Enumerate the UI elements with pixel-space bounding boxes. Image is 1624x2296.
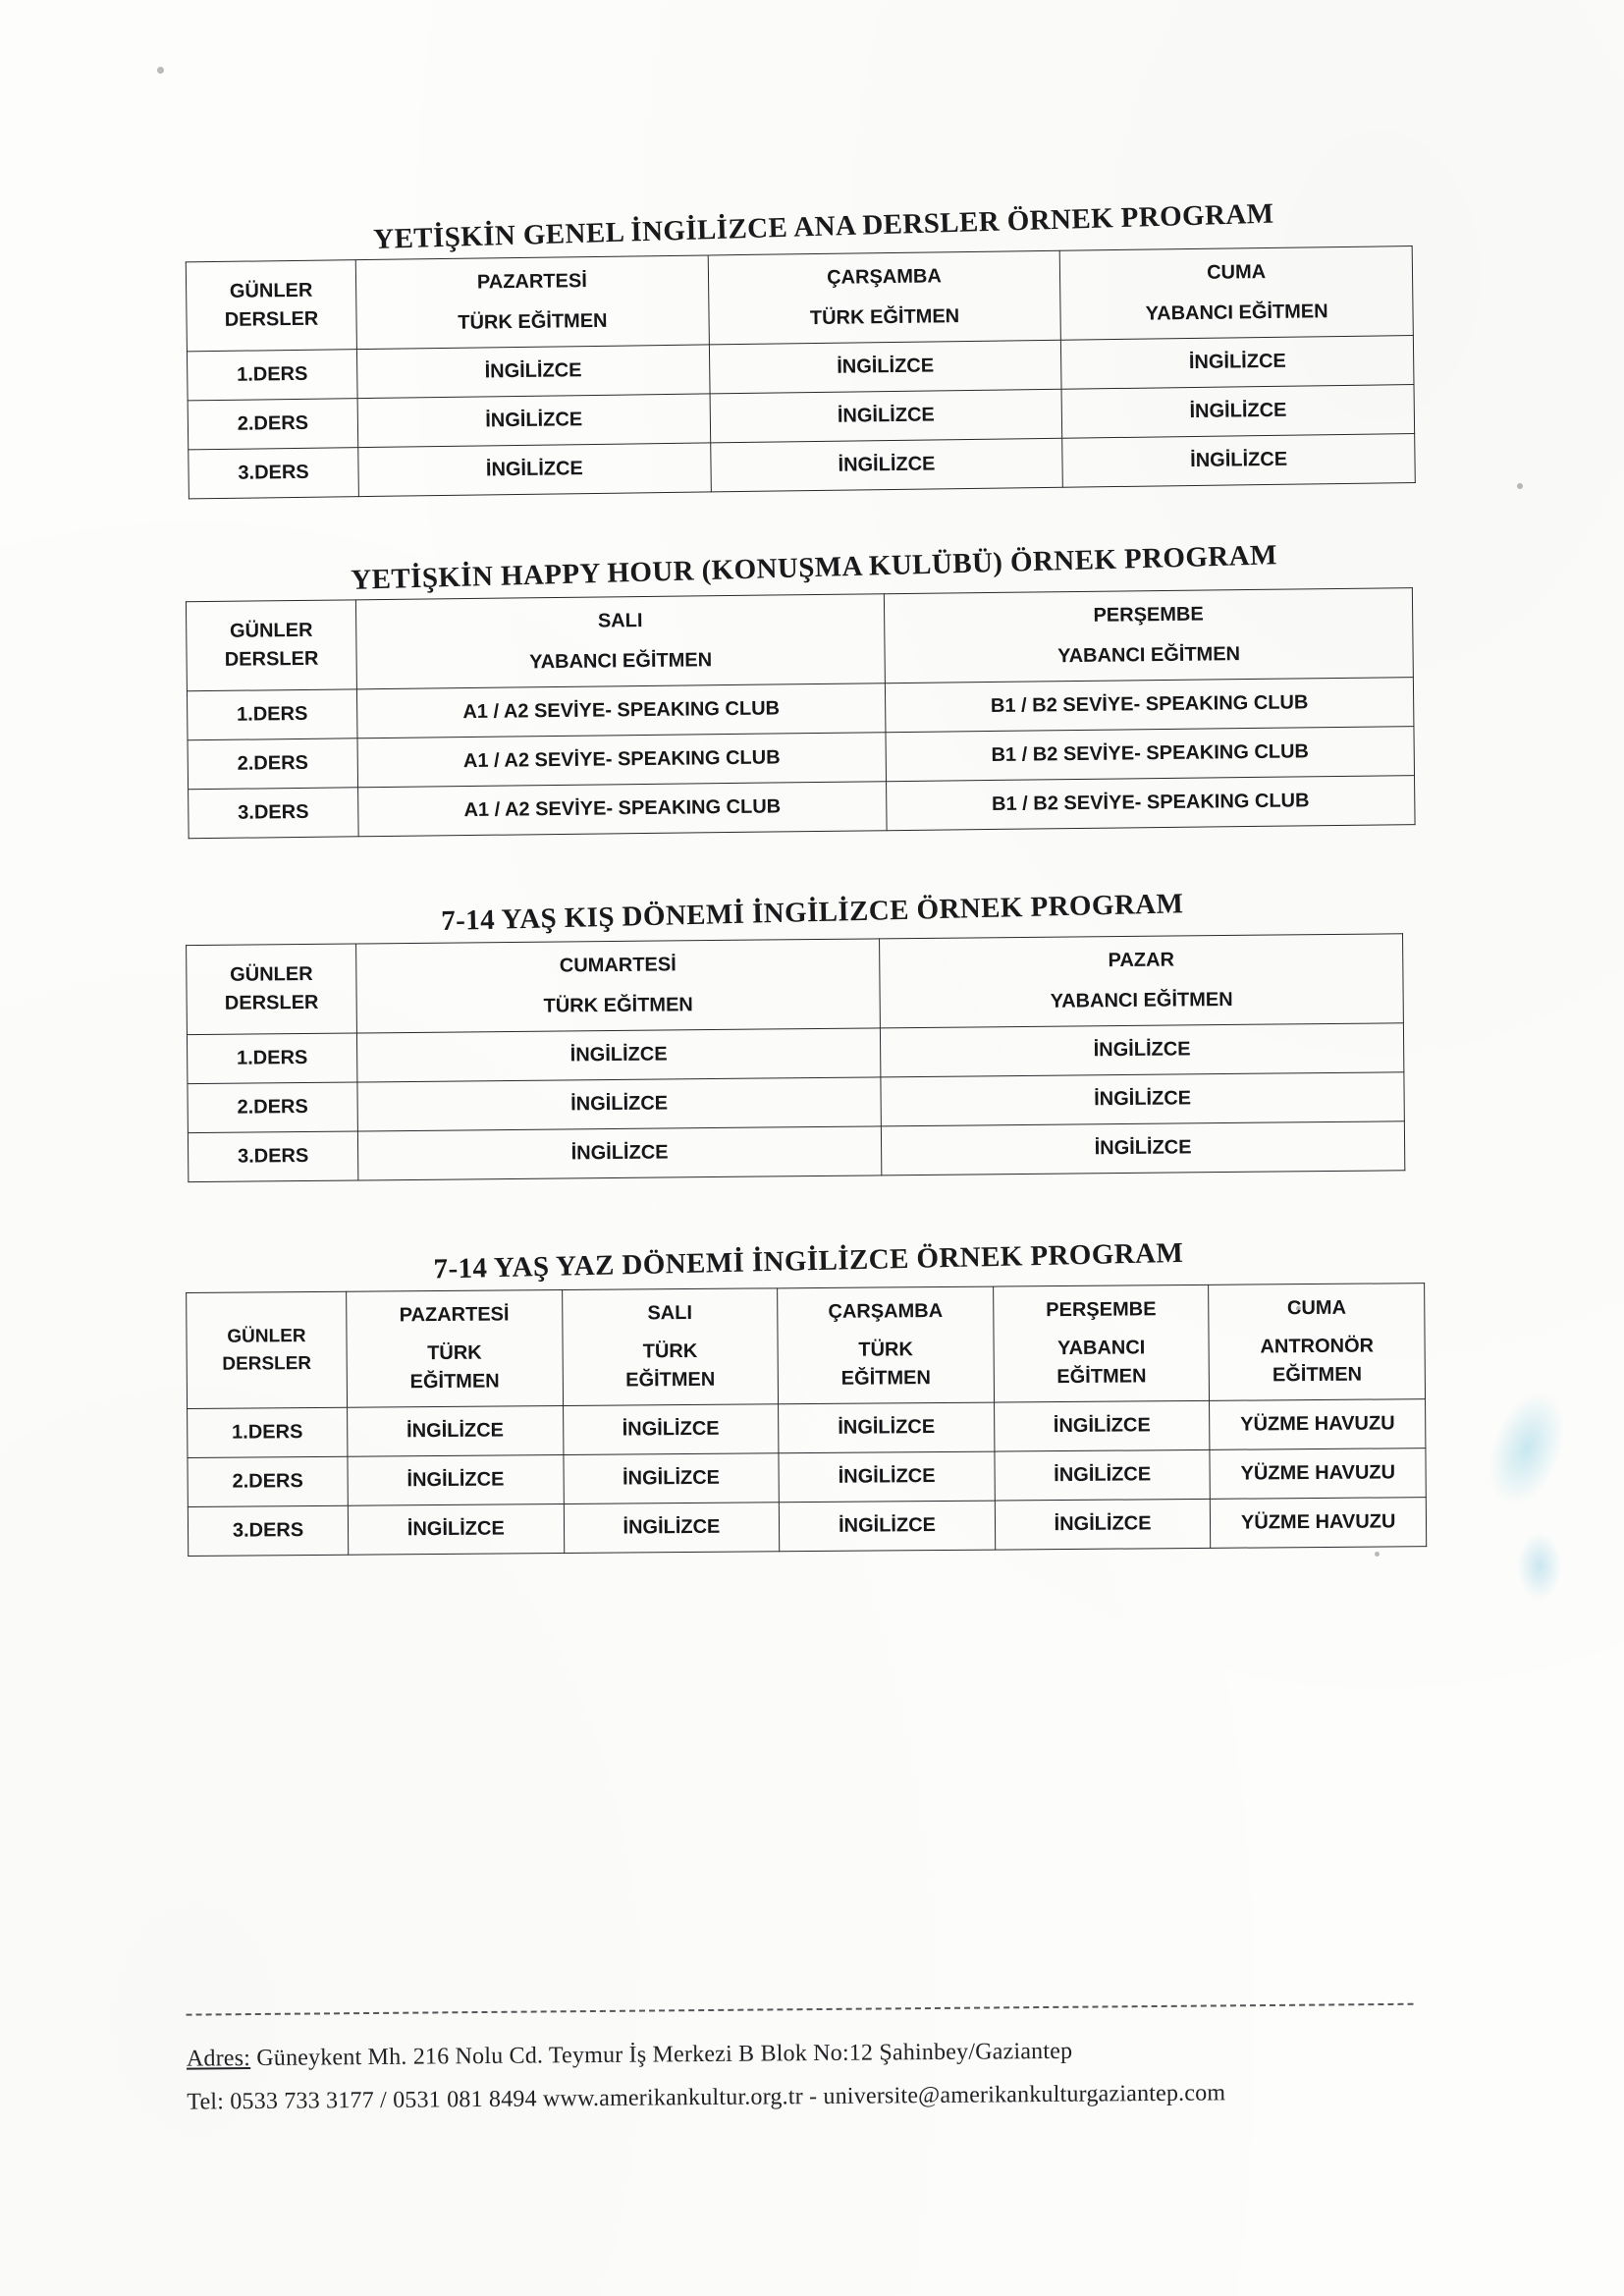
table-corner-cell: GÜNLER DERSLER: [187, 944, 357, 1035]
address-text: Güneykent Mh. 216 Nolu Cd. Teymur İş Merkezi B Blok No:12 Şahinbey/Gaziantep: [250, 2038, 1073, 2072]
table-cell: İNGİLİZCE: [1062, 434, 1415, 488]
day-header-cell: PERŞEMBE YABANCI EĞİTMEN: [993, 1285, 1210, 1402]
day-header-cell: ÇARŞAMBA TÜRK EĞİTMEN: [708, 250, 1061, 345]
table-cell: İNGİLİZCE: [348, 1406, 564, 1457]
table-cell: İNGİLİZCE: [710, 438, 1062, 492]
schedule-table: [186, 933, 1405, 1182]
lesson-label: 3.DERS: [188, 1131, 357, 1182]
table-cell: İNGİLİZCE: [995, 1449, 1211, 1501]
section-kids-winter: [186, 888, 1450, 1182]
lesson-label: 1.DERS: [188, 1407, 348, 1457]
table-cell: YÜZME HAVUZU: [1210, 1399, 1426, 1450]
schedule-table: [186, 587, 1416, 839]
lesson-label: 1.DERS: [187, 689, 357, 740]
section-adult-general-english: [185, 197, 1450, 500]
table-cell: İNGİLİZCE: [710, 389, 1062, 443]
lesson-label: 1.DERS: [187, 1033, 356, 1084]
table-cell: İNGİLİZCE: [356, 345, 709, 399]
table-corner-cell: GÜNLER DERSLER: [187, 1291, 348, 1408]
table-cell: İNGİLİZCE: [709, 340, 1061, 394]
schedule-sheet: [187, 197, 1448, 1607]
day-header-cell: SALI YABANCI EĞİTMEN: [355, 594, 885, 689]
day-header-cell: CUMA YABANCI EĞİTMEN: [1059, 246, 1413, 341]
table-cell: İNGİLİZCE: [357, 1126, 881, 1180]
table-cell: B1 / B2 SEVİYE- SPEAKING CLUB: [886, 727, 1415, 782]
footer-divider: [187, 2003, 1414, 2016]
day-header-cell: SALI TÜRK EĞİTMEN: [562, 1288, 779, 1406]
table-cell: B1 / B2 SEVİYE- SPEAKING CLUB: [885, 678, 1414, 733]
scan-speck-icon: [157, 67, 164, 74]
table-cell: İNGİLİZCE: [995, 1499, 1211, 1550]
ink-smudge-icon: [1475, 1382, 1580, 1516]
table-cell: İNGİLİZCE: [348, 1455, 564, 1506]
table-header-row: [187, 1284, 1426, 1409]
schedule-table: [186, 246, 1416, 499]
ink-smudge-secondary-icon: [1517, 1532, 1562, 1601]
table-cell: İNGİLİZCE: [1061, 336, 1414, 390]
table-cell: B1 / B2 SEVİYE- SPEAKING CLUB: [887, 776, 1416, 831]
address-label: Adres:: [186, 2046, 251, 2072]
lesson-label: 2.DERS: [188, 399, 358, 450]
page-title: YETİŞKİN GENEL İNGİLİZCE ANA DERSLER ÖRNEK PROGRAM: [372, 197, 1274, 255]
table-cell: İNGİLİZCE: [563, 1404, 779, 1455]
document-footer: [187, 2002, 1454, 2124]
day-header-cell: CUMA ANTRONÖR EĞİTMEN: [1209, 1284, 1426, 1401]
table-cell: A1 / A2 SEVİYE- SPEAKING CLUB: [358, 782, 888, 837]
lesson-label: 2.DERS: [188, 1082, 357, 1133]
table-cell: YÜZME HAVUZU: [1210, 1449, 1426, 1500]
scan-speck-icon: [1517, 483, 1523, 489]
table-cell: İNGİLİZCE: [348, 1504, 564, 1556]
table-cell: İNGİLİZCE: [564, 1453, 780, 1504]
table-header-row: [187, 934, 1404, 1035]
table-cell: İNGİLİZCE: [880, 1023, 1403, 1077]
day-header-cell: PAZARTESİ TÜRK EĞİTMEN: [347, 1290, 564, 1408]
table-cell: YÜZME HAVUZU: [1211, 1498, 1427, 1549]
day-header-cell: PERŞEMBE YABANCI EĞİTMEN: [884, 588, 1413, 683]
day-header-cell: CUMARTESİ TÜRK EĞİTMEN: [356, 939, 881, 1033]
lesson-label: 3.DERS: [188, 1505, 348, 1556]
table-cell: A1 / A2 SEVİYE- SPEAKING CLUB: [356, 683, 886, 738]
table-corner-cell: GÜNLER DERSLER: [186, 260, 356, 352]
table-cell: İNGİLİZCE: [994, 1400, 1210, 1451]
table-cell: İNGİLİZCE: [779, 1402, 995, 1453]
section-happy-hour: [185, 539, 1449, 840]
lesson-label: 3.DERS: [189, 788, 359, 839]
table-cell: İNGİLİZCE: [780, 1501, 996, 1552]
page-title: 7-14 YAŞ YAZ DÖNEMİ İNGİLİZCE ÖRNEK PROGRAM: [433, 1236, 1184, 1285]
page-title: YETİŞKİN HAPPY HOUR (KONUŞMA KULÜBÜ) ÖRNEK PROGRAM: [350, 539, 1278, 596]
lesson-label: 3.DERS: [189, 448, 359, 499]
table-header-row: [186, 588, 1413, 691]
table-cell: İNGİLİZCE: [358, 443, 711, 497]
schedule-table: [186, 1283, 1427, 1557]
table-corner-cell: GÜNLER DERSLER: [186, 600, 356, 691]
table-cell: İNGİLİZCE: [357, 1077, 881, 1131]
day-header-cell: ÇARŞAMBA TÜRK EĞİTMEN: [778, 1286, 995, 1404]
table-row: [188, 1498, 1426, 1557]
table-cell: İNGİLİZCE: [564, 1503, 780, 1554]
table-cell: İNGİLİZCE: [356, 1028, 880, 1082]
table-cell: İNGİLİZCE: [881, 1072, 1404, 1126]
day-header-cell: PAZAR YABANCI EĞİTMEN: [880, 934, 1404, 1028]
table-cell: A1 / A2 SEVİYE- SPEAKING CLUB: [357, 733, 887, 788]
day-header-cell: PAZARTESİ TÜRK EĞİTMEN: [355, 255, 709, 350]
table-cell: İNGİLİZCE: [881, 1121, 1404, 1175]
contact-line: Tel: 0533 733 3177 / 0531 081 8494 www.amerikankultur.org.tr - universite@amerikankulturgaziantep.com: [187, 2080, 1226, 2116]
table-cell: İNGİLİZCE: [779, 1451, 995, 1503]
lesson-label: 1.DERS: [187, 350, 357, 401]
table-cell: İNGİLİZCE: [1061, 385, 1414, 439]
page-title: 7-14 YAŞ KIŞ DÖNEMİ İNGİLİZCE ÖRNEK PROGRAM: [440, 888, 1184, 938]
section-kids-summer: [186, 1236, 1449, 1557]
table-cell: İNGİLİZCE: [357, 394, 710, 448]
lesson-label: 2.DERS: [188, 1456, 348, 1506]
lesson-label: 2.DERS: [188, 738, 358, 790]
table-header-row: [186, 246, 1413, 352]
table-row: [188, 1121, 1404, 1182]
